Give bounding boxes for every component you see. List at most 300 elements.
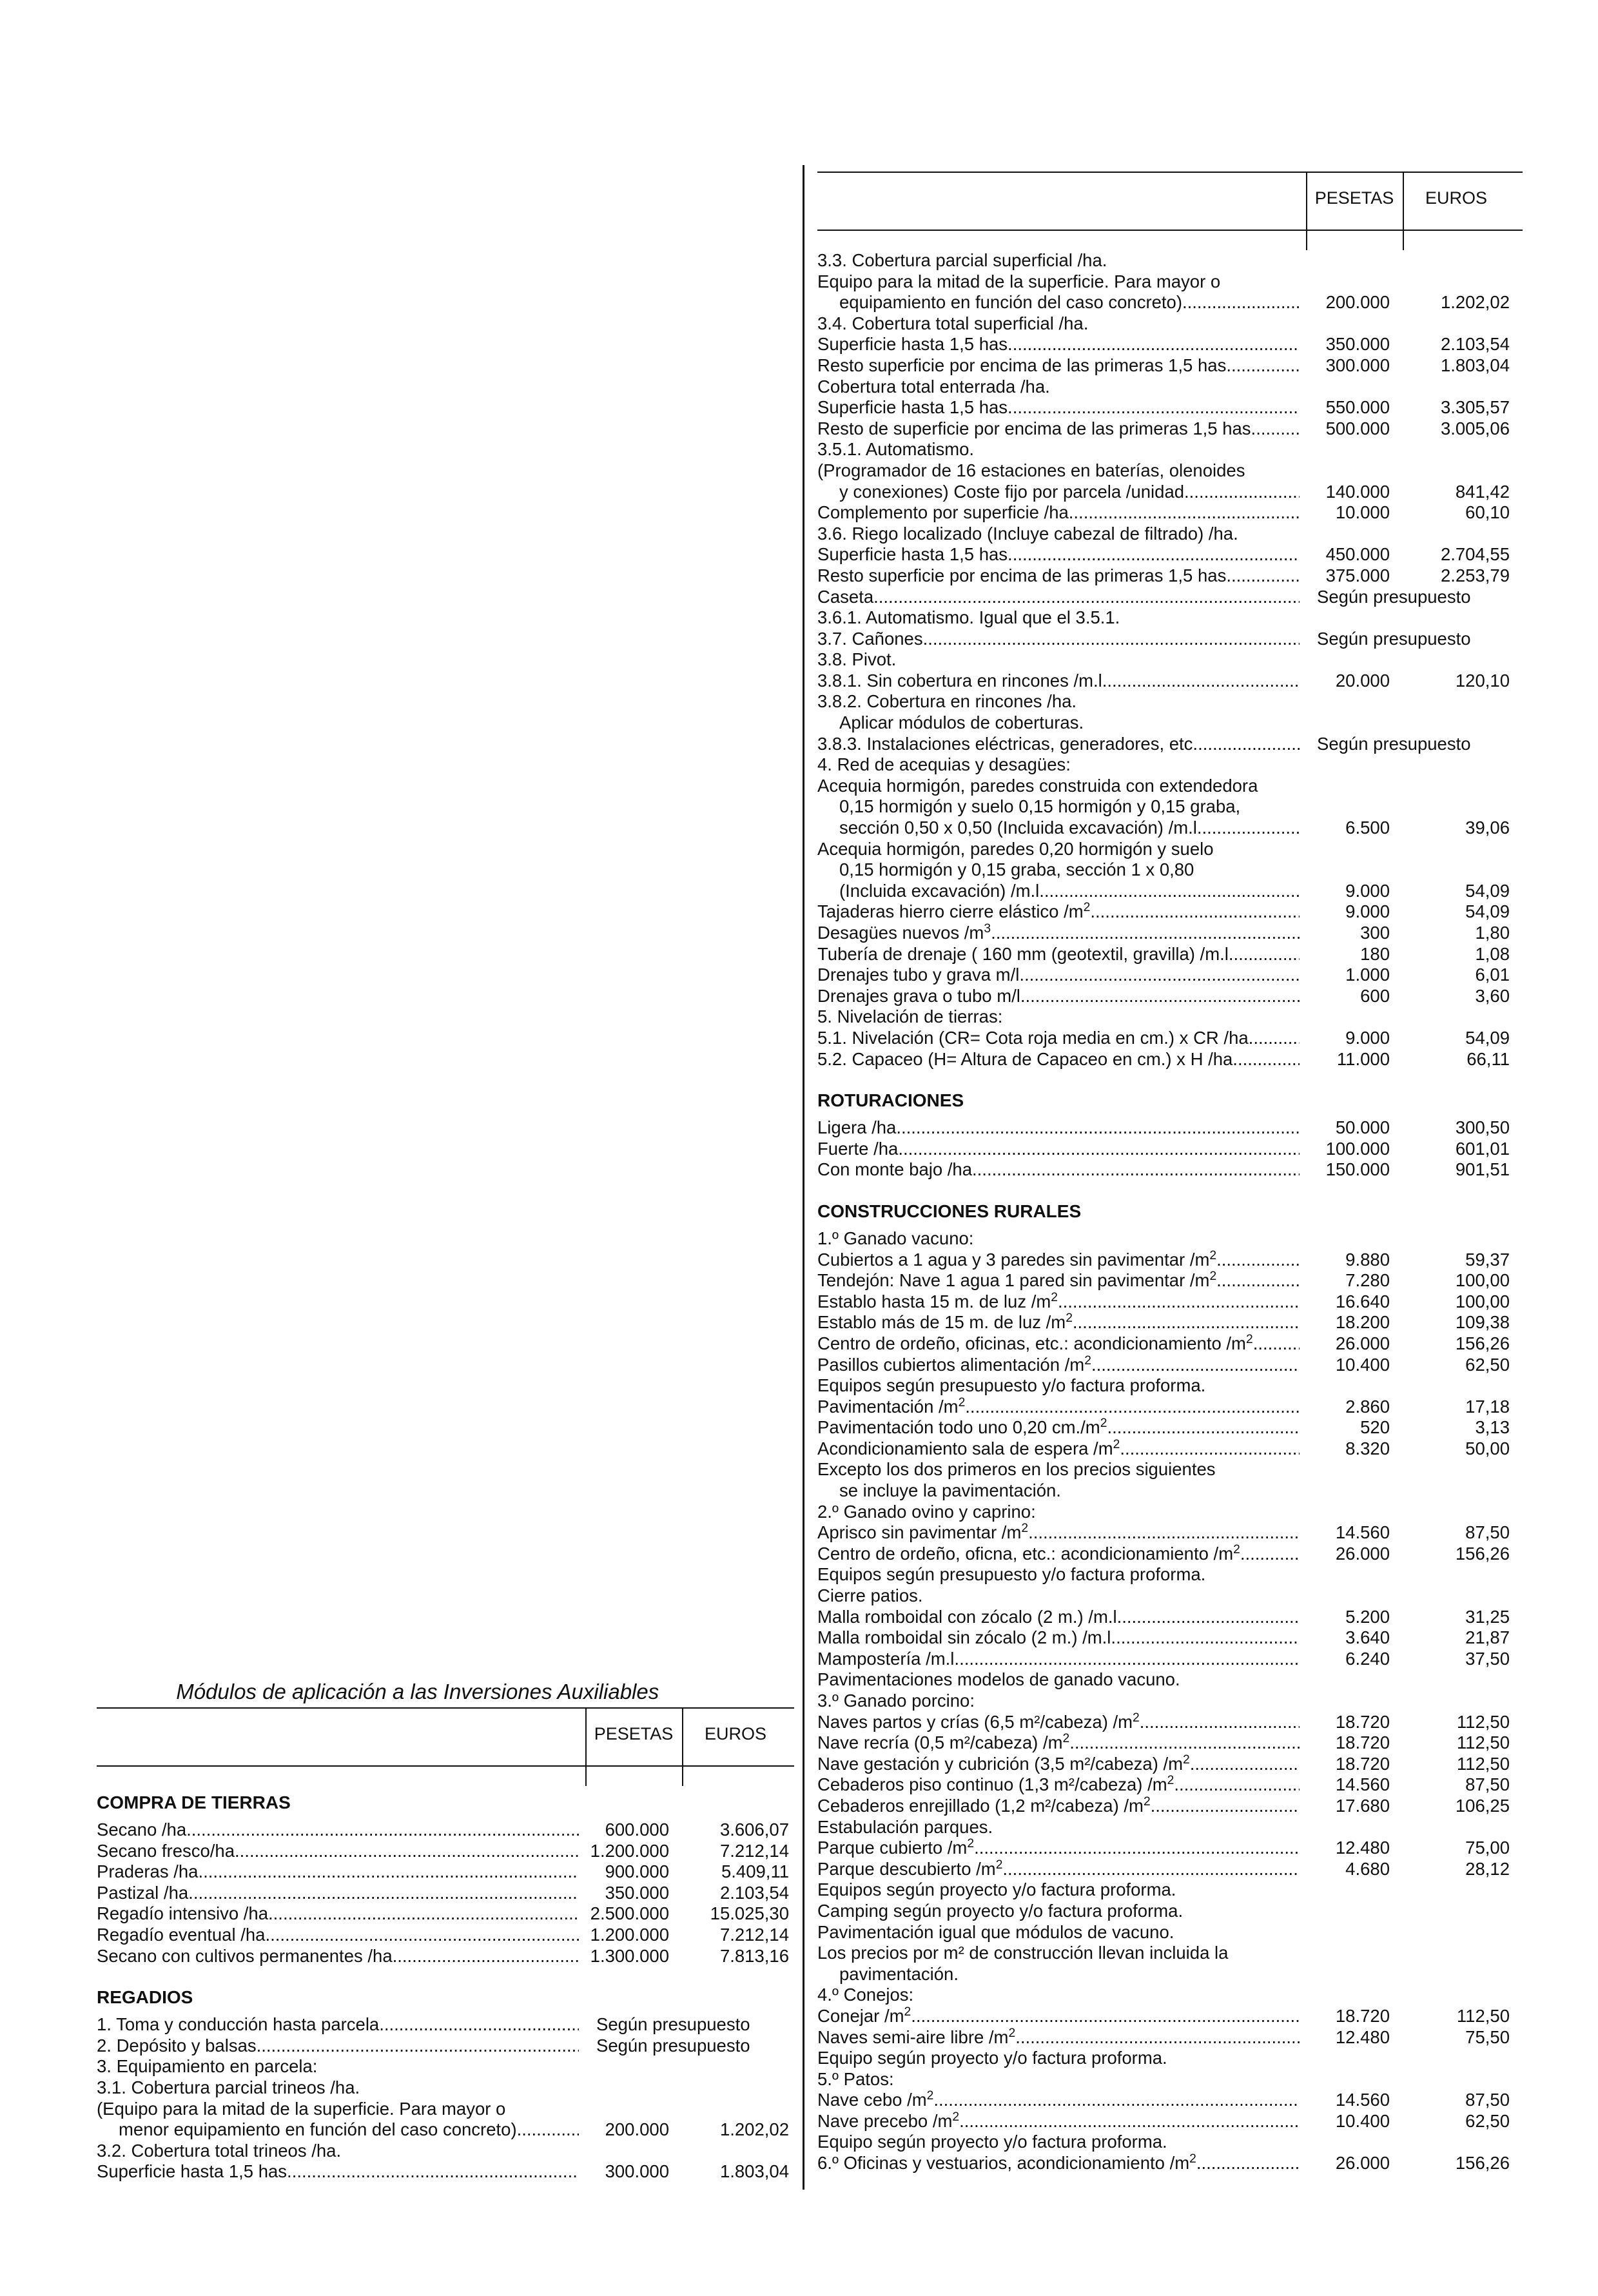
table-row [817,944,1523,965]
euros-value: 841,42 [1455,481,1510,502]
right-column [817,172,1523,2174]
pesetas-value: 350.000 [605,1882,669,1903]
pesetas-value: 12.480 [1335,1838,1390,1858]
euros-value: 1,80 [1475,923,1510,943]
table-row [817,1459,1523,1480]
dot-leader [1090,901,1300,923]
euros-value: 112,50 [1456,1711,1510,1732]
dot-leader [193,1883,579,1904]
euros-value: 28,12 [1465,1858,1510,1879]
table-row [817,250,1523,271]
dot-leader [261,2036,579,2057]
table-title: Módulos de aplicación a las Inversiones Auxiliables [176,1680,659,1703]
table-row [817,1585,1523,1607]
pesetas-value: 50.000 [1335,1117,1390,1138]
table-row [817,712,1523,734]
table-row [817,355,1523,377]
pesetas-value: 8.320 [1345,1438,1390,1458]
table-row [817,2006,1523,2027]
table-row [817,1228,1523,1250]
table-row [817,1544,1523,1565]
pesetas-value: 14.560 [1335,1522,1390,1543]
table-row [817,1691,1523,1712]
dot-leader [1151,1796,1300,1817]
row-label: Naves partos y crías (6,5 m²/cabeza) /m [817,1711,1133,1732]
unit-exponent: 2 [1084,1354,1091,1368]
euros-value: 2.704,55 [1440,544,1510,565]
table-row [97,1946,794,1967]
row-label: Pavimentación igual que módulos de vacuno. [817,1921,1174,1942]
euros-value: 109,38 [1455,1312,1510,1333]
table-row [817,986,1523,1007]
euros-value: 1.803,04 [1440,355,1510,375]
table-row [97,2161,794,2183]
table-header [97,1707,794,1767]
dot-leader [911,2006,1300,2027]
row-label: Aplicar módulos de coberturas. [839,712,1084,733]
row-label: Secano fresco/ha. [97,1840,240,1861]
row-label: equipamiento en función del caso concreto) [839,292,1183,313]
pesetas-value: 10.400 [1335,2110,1390,2131]
table-row [97,2056,794,2077]
table-row [817,671,1523,692]
row-label: Drenajes tubo y grava m/l. [817,965,1024,985]
table-row [817,2153,1523,2174]
unit-exponent: 2 [1245,1333,1253,1346]
row-label: sección 0,50 x 0,50 (Incluida excavación) /m.l. [839,818,1202,838]
dot-leader [1234,944,1300,965]
table-row [817,1117,1523,1139]
pesetas-value: 200.000 [605,2119,669,2140]
row-label: 3.3. Cobertura parcial superficial /ha. [817,250,1107,270]
euros-value: 21,87 [1465,1627,1510,1648]
table-row [97,2119,794,2141]
unit-exponent: 3 [984,923,991,936]
table-row [817,565,1523,587]
table-row [817,1922,1523,1943]
table-row [817,796,1523,818]
row-label: Nave recría (0,5 m²/cabeza) /m [817,1732,1063,1753]
pesetas-value: 600.000 [605,1820,669,1840]
unit-exponent: 2 [1167,1774,1174,1788]
euros-value: 112,50 [1456,1753,1510,1774]
row-label: Malla romboidal con zócalo (2 m.) /m.l. [817,1606,1122,1627]
pesetas-value: 1.000 [1345,965,1390,985]
dot-leader [977,1159,1300,1181]
dot-leader [1116,1627,1300,1649]
row-label: Establo más de 15 m. de luz /m [817,1312,1066,1333]
dot-leader [901,1117,1300,1139]
table-row [97,1883,794,1904]
row-label: Nave cebo /m [817,2090,927,2110]
table-row [817,1028,1523,1049]
pesetas-value: 1.200.000 [590,1840,669,1861]
row-label: pavimentación. [839,1963,959,1984]
row-label: Equipo para la mitad de la superficie. Para mayor o [817,271,1221,291]
euros-value: 54,09 [1465,901,1510,922]
row-label: Equipo según proyecto y/o factura proforma. [817,2132,1167,2152]
dot-leader [1073,502,1300,524]
table-row [817,1006,1523,1028]
euros-value: 54,09 [1465,880,1510,901]
row-label: Equipos según proyecto y/o factura proforma. [817,1879,1176,1900]
table-row [817,818,1523,839]
row-label: (Programador de 16 estaciones en baterías, olenoides [817,460,1245,480]
row-label: Con monte bajo /ha. [817,1159,977,1180]
euros-value: 112,50 [1456,1732,1510,1753]
table-row [97,1820,794,1841]
budget-note: Según presupuesto [596,2035,750,2056]
row-label: 1.º Ganado vacuno: [817,1228,974,1248]
table-row [817,1049,1523,1070]
euros-value: 3.606,07 [719,1820,789,1840]
table-row [817,313,1523,335]
table-row [817,1375,1523,1397]
table-row [817,1732,1523,1754]
row-label: Cebaderos enrejillado (1,2 m²/cabeza) /m [817,1795,1144,1816]
unit-exponent: 2 [1062,1732,1070,1746]
pesetas-value: 3.640 [1345,1627,1390,1648]
row-label: Caseta. [817,586,879,607]
row-label: Equipos según presupuesto y/o factura proforma. [817,1564,1206,1585]
dot-leader [903,1139,1300,1160]
row-label: 3.6.1. Automatismo. Igual que el 3.5.1. [817,607,1120,628]
euros-value: 5.409,11 [721,1861,789,1882]
table-row [817,923,1523,944]
row-label: 3.6. Riego localizado (Incluye cabezal de filtrado) /ha. [817,523,1238,544]
table-row [817,482,1523,503]
table-row [817,271,1523,293]
row-label: Praderas /ha. [97,1861,204,1882]
unit-exponent: 2 [1209,1270,1217,1283]
dot-leader [928,629,1300,650]
euros-value: 112,50 [1456,2005,1510,2026]
pesetas-value: 20.000 [1335,670,1390,691]
row-label: Centro de ordeño, oficinas, etc.: acondicionamiento /m [817,1333,1246,1353]
dot-leader [1238,1049,1300,1070]
table-row [97,1903,794,1925]
table-row [97,2099,794,2120]
table-row [817,881,1523,902]
dot-leader [1190,1754,1300,1775]
pesetas-value: 26.000 [1335,1543,1390,1564]
euros-value: 7.813,16 [719,1945,789,1966]
row-label: 3.8.1. Sin cobertura en rincones /m.l. [817,670,1107,691]
row-label: Mampostería /m.l. [817,1648,960,1669]
dot-leader [1253,1028,1300,1049]
dot-leader [1231,355,1300,377]
row-label: Acequia hormigón, paredes 0,20 hormigón y suelo [817,838,1214,859]
pesetas-value: 26.000 [1335,2153,1390,2173]
row-label: Secano con cultivos permanentes /ha. [97,1945,398,1966]
table-row [817,418,1523,440]
unit-exponent: 2 [1083,901,1091,915]
table-row [817,1159,1523,1181]
euros-value: 87,50 [1465,1774,1510,1795]
table-row [97,2036,794,2057]
unit-exponent: 2 [926,2090,934,2103]
pesetas-value: 150.000 [1325,1159,1390,1180]
pesetas-value: 5.200 [1345,1606,1390,1627]
euros-value: 601,01 [1455,1138,1510,1159]
table-row [817,1291,1523,1313]
dot-leader [1174,1774,1300,1796]
table-row [817,1522,1523,1544]
row-label: Nave gestación y cubrición (3,5 m²/cabeza) /m [817,1753,1184,1774]
pesetas-value: 18.720 [1335,1753,1390,1774]
table-row [817,901,1523,923]
euros-value: 106,25 [1455,1795,1510,1816]
euros-value: 66,11 [1466,1048,1510,1069]
euros-value: 1.803,04 [719,2161,789,2182]
row-label: Cebaderos piso continuo (1,3 m²/cabeza) /m [817,1774,1167,1795]
row-label: Superficie hasta 1,5 has. [817,544,1013,565]
row-label: 3.º Ganado porcino: [817,1691,975,1711]
euros-value: 75,50 [1465,2026,1510,2047]
table-row [817,1564,1523,1585]
euros-value: 31,25 [1465,1606,1510,1627]
unit-exponent: 2 [1051,1291,1058,1304]
row-label: 3.7. Cañones. [817,628,928,649]
table-row [817,397,1523,418]
pesetas-value: 550.000 [1325,397,1390,418]
table-row [817,1139,1523,1160]
dot-leader [191,1820,579,1841]
euros-header: EUROS [1425,188,1488,208]
euros-value: 87,50 [1465,2090,1510,2110]
pesetas-value: 9.000 [1345,901,1390,922]
unit-exponent: 2 [1021,1522,1029,1536]
budget-note: Según presupuesto [1317,733,1471,754]
euros-value: 156,26 [1455,2153,1510,2173]
pesetas-value: 2.500.000 [590,1903,669,1924]
unit-exponent: 2 [1183,1753,1190,1767]
euros-value: 100,00 [1455,1291,1510,1311]
row-label: (Incluida excavación) /m.l. [839,880,1044,901]
euros-value: 1.202,02 [1440,292,1510,313]
table-row [817,629,1523,650]
euros-value: 2.253,79 [1440,565,1510,585]
table-row [817,649,1523,671]
pesetas-value: 500.000 [1325,418,1390,438]
unit-exponent: 2 [1066,1312,1073,1326]
row-label: Equipos según presupuesto y/o factura proforma. [817,1375,1206,1396]
row-label: 5. Nivelación de tierras: [817,1006,1003,1027]
row-label: Malla romboidal sin zócalo (2 m.) /m.l. [817,1627,1116,1648]
dot-leader [1107,671,1300,692]
pesetas-value: 14.560 [1335,2090,1390,2110]
pesetas-value: 1.300.000 [590,1945,669,1966]
dot-leader [292,2161,579,2183]
pesetas-value: 4.680 [1345,1858,1390,1879]
dot-leader [1044,881,1300,902]
table-row [817,334,1523,355]
right-table-body [817,250,1523,2174]
pesetas-value: 14.560 [1335,1774,1390,1795]
table-row [817,1627,1523,1649]
euros-value: 6,01 [1475,965,1510,985]
dot-leader [1182,292,1300,313]
dot-leader [1015,2027,1300,2048]
unit-exponent: 2 [1133,1711,1140,1725]
row-label: Nave precebo /m [817,2110,953,2131]
table-row [817,839,1523,860]
dot-leader [1013,334,1300,355]
euros-value: 1.202,02 [719,2119,789,2140]
table-row [817,524,1523,545]
euros-value: 54,09 [1465,1027,1510,1048]
euros-value: 1,08 [1475,943,1510,964]
row-label: Tubería de drenaje ( 160 mm (geotextil, gravilla) /m.l. [817,943,1234,964]
euros-value: 39,06 [1465,818,1510,838]
column-divider [803,165,804,2190]
row-label: 5.º Patos: [817,2068,894,2089]
row-label: 5.1. Nivelación (CR= Cota roja media en cm.) x CR /ha. [817,1027,1254,1048]
row-label: Complemento por superficie /ha. [817,502,1074,523]
row-label: Pavimentación todo uno 0,20 cm./m [817,1417,1100,1438]
dot-leader [1058,1291,1300,1313]
row-label: 3.8.3. Instalaciones eléctricas, generadores, etc. [817,733,1198,754]
dot-leader [384,2014,579,2036]
pesetas-header: PESETAS [594,1724,674,1743]
unit-exponent: 2 [958,1396,966,1409]
dot-leader [1202,818,1300,839]
dot-leader [270,1925,579,1946]
row-label: Secano /ha. [97,1820,191,1840]
row-label: Pastizal /ha. [97,1882,193,1903]
pesetas-value: 450.000 [1325,544,1390,565]
dot-leader [203,1861,579,1883]
row-label: menor equipamiento en función del caso concreto)..... [119,2119,541,2140]
euros-value: 156,26 [1455,1333,1510,1353]
dot-leader [1107,1417,1300,1438]
pesetas-value: 9.880 [1345,1249,1390,1270]
pesetas-value: 520 [1360,1417,1390,1438]
row-label: Cubiertos a 1 agua y 3 paredes sin pavimentar /m [817,1249,1210,1270]
unit-exponent: 2 [1008,2026,1016,2040]
table-row [817,544,1523,565]
pesetas-value: 6.500 [1345,818,1390,838]
row-label: 2.º Ganado ovino y caprino: [817,1501,1036,1522]
section-heading: ROTURACIONES [817,1090,964,1111]
table-row [817,1879,1523,1901]
pesetas-value: 26.000 [1335,1333,1390,1353]
pesetas-header: PESETAS [1314,188,1394,208]
row-label: Desagües nuevos /m [817,923,984,943]
budget-note: Según presupuesto [596,2014,750,2035]
dot-leader [1189,482,1300,503]
row-label: Regadío eventual /ha. [97,1924,271,1945]
euros-value: 59,37 [1465,1249,1510,1270]
row-label: Pavimentación /m [817,1396,959,1417]
dot-leader [1216,1250,1300,1271]
table-row [817,1502,1523,1523]
pesetas-value: 9.000 [1345,1027,1390,1048]
row-label: 3.8. Pivot. [817,649,897,670]
left-column [97,1676,794,2183]
euros-value: 37,50 [1465,1648,1510,1669]
table-row [817,1901,1523,1922]
dot-leader [1120,1438,1300,1460]
unit-exponent: 2 [1189,2153,1196,2166]
row-label: 5.2. Capaceo (H= Altura de Capaceo en cm.) x H /ha. [817,1048,1238,1069]
table-row [817,1250,1523,1271]
table-row [817,292,1523,313]
row-label: Centro de ordeño, oficna, etc.: acondicionamiento /m [817,1543,1234,1564]
dot-leader [965,1397,1300,1418]
row-label: Tajaderas hierro cierre elástico /m [817,901,1084,922]
unit-exponent: 2 [1233,1543,1240,1556]
row-label: Establo hasta 15 m. de luz /m [817,1291,1051,1311]
table-row [817,1438,1523,1460]
section-heading: REGADIOS [97,1987,193,2008]
row-label: 2. Depósito y balsas. [97,2035,262,2056]
row-label: Acequia hormigón, paredes construida con extendedora [817,775,1258,796]
row-label: Fuerte /ha. [817,1138,903,1159]
section-heading: COMPRA DE TIERRAS [97,1792,291,1812]
unit-exponent: 2 [1100,1417,1107,1431]
pesetas-value: 180 [1360,943,1390,964]
pesetas-value: 17.680 [1335,1795,1390,1816]
euros-value: 50,00 [1465,1438,1510,1458]
euros-header: EUROS [704,1724,767,1743]
table-row [817,2027,1523,2048]
unit-exponent: 2 [995,1858,1003,1872]
pesetas-value: 600 [1360,985,1390,1006]
budget-note: Según presupuesto [1317,628,1471,649]
row-label: Aprisco sin pavimentar /m [817,1522,1022,1543]
table-row [817,1607,1523,1628]
dot-leader [879,587,1300,608]
dot-leader [1122,1607,1300,1628]
euros-value: 3.305,57 [1440,397,1510,418]
euros-value: 15.025,30 [710,1903,789,1924]
dot-leader [397,1946,579,1967]
table-row [817,1355,1523,1376]
dot-leader [1024,965,1300,986]
table-row [817,691,1523,712]
euros-value: 60,10 [1465,502,1510,523]
pesetas-value: 18.720 [1335,1732,1390,1753]
pesetas-value: 300.000 [605,2161,669,2182]
dot-leader [1140,1712,1300,1733]
table-row [817,2090,1523,2111]
table-row [97,2014,794,2036]
row-label: Camping según proyecto y/o factura proforma. [817,1900,1184,1921]
row-label: Tendejón: Nave 1 agua 1 pared sin pavimentar /m [817,1270,1210,1291]
table-row [817,502,1523,524]
dot-leader [991,923,1300,944]
table-row [817,754,1523,776]
row-label: Resto superficie por encima de las primeras 1,5 has. [817,565,1231,585]
pesetas-value: 10.000 [1335,502,1390,523]
table-row [817,2132,1523,2153]
table-row [817,439,1523,460]
dot-leader [1073,1312,1300,1333]
unit-exponent: 2 [1209,1249,1217,1262]
table-row [817,1669,1523,1691]
euros-value: 3.005,06 [1440,418,1510,438]
row-label: Superficie hasta 1,5 has. [817,334,1013,355]
section-heading: CONSTRUCCIONES RURALES [817,1201,1082,1221]
table-row [817,1397,1523,1418]
table-row [817,1859,1523,1880]
row-label: Cobertura total enterrada /ha. [817,376,1050,397]
dot-leader [1013,544,1300,565]
pesetas-value: 11.000 [1336,1048,1390,1069]
dot-leader [273,1903,579,1925]
row-label: Superficie hasta 1,5 has. [97,2161,292,2182]
